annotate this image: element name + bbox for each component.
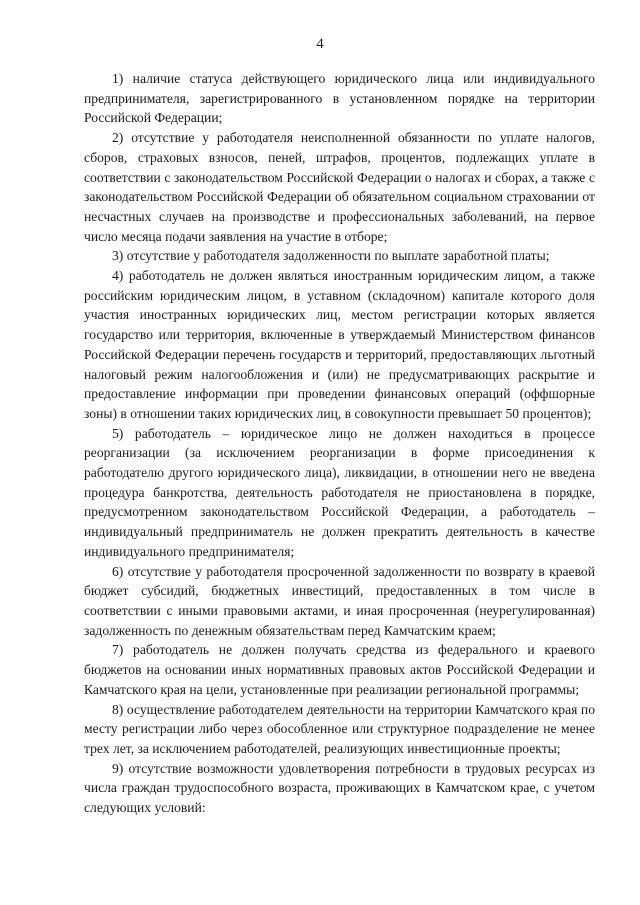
- paragraph-item-5: 5) работодатель – юридическое лицо не должен находиться в процессе реорганизации (за исключением реорганизации в форме присоединения к работодателю другого юридического лица), ликвидации, в отношении него не введена процедура банкротства, деятельность работодателя не приостановлена в порядке, предусмотренном законодательством Российской Федерации, а работодатель – индивидуальный предприниматель не должен прекратить деятельность в качестве индивидуального предпринимателя;: [84, 425, 595, 559]
- paragraph-item-6: 6) отсутствие у работодателя просроченной задолженности по возврату в краевой бюджет субсидий, бюджетных инвестиций, предоставленных в том числе в соответствии с иными правовыми актами, и иная просроченная (неурегулированная) задолженность по денежным обязательствам перед Камчатским краем;: [84, 563, 595, 638]
- page-number: 4: [316, 36, 324, 52]
- paragraph-item-4: 4) работодатель не должен являться иностранным юридическим лицом, а также российским юридическим лицом, в уставном (складочном) капитале которого доля участия иностранных юридических лиц, местом регистрации которых является государство или территория, включенные в утверждаемый Министерством финансов Российской Федерации перечень государств и территорий, предоставляющих льготный налоговый режим налогообложения и (или) не предусматривающих раскрытие и предоставление информации при проведении финансовых операций (оффшорные зоны) в отношении таких юридических лиц, в совокупности превышает 50 процентов);: [84, 268, 595, 421]
- paragraph-item-3: 3) отсутствие у работодателя задолженности по выплате заработной платы;: [112, 248, 550, 264]
- document-body: [84, 69, 595, 818]
- paragraph-item-2: 2) отсутствие у работодателя неисполненной обязанности по уплате налогов, сборов, страховых взносов, пеней, штрафов, процентов, подлежащих уплате в соответствии с законодательством Российской Федерации о налогах и сборах, а также с законодательством Российской Федерации об обязательном социальном страховании от несчастных случаев на производстве и профессиональных заболеваний, на первое число месяца подачи заявления на участие в отборе;: [84, 130, 595, 244]
- paragraph-item-8: 8) осуществление работодателем деятельности на территории Камчатского края по месту регистрации либо через обособленное или структурное подразделение не менее трех лет, за исключением работодателей, реализующих инвестиционные проекты;: [84, 701, 595, 756]
- paragraph-item-9: 9) отсутствие возможности удовлетворения потребности в трудовых ресурсах из числа граждан трудоспособного возраста, проживающих в Камчатском крае, с учетом следующих условий:: [84, 760, 595, 816]
- paragraph-item-1: 1) наличие статуса действующего юридического лица или индивидуального предпринимателя, зарегистрированного в установленном порядке на территории Российской Федерации;: [84, 71, 595, 126]
- paragraph-item-7: 7) работодатель не должен получать средства из федерального и краевого бюджетов на основании иных нормативных правовых актов Российской Федерации и Камчатского края на цели, установленные при реализации региональной программы;: [84, 642, 595, 697]
